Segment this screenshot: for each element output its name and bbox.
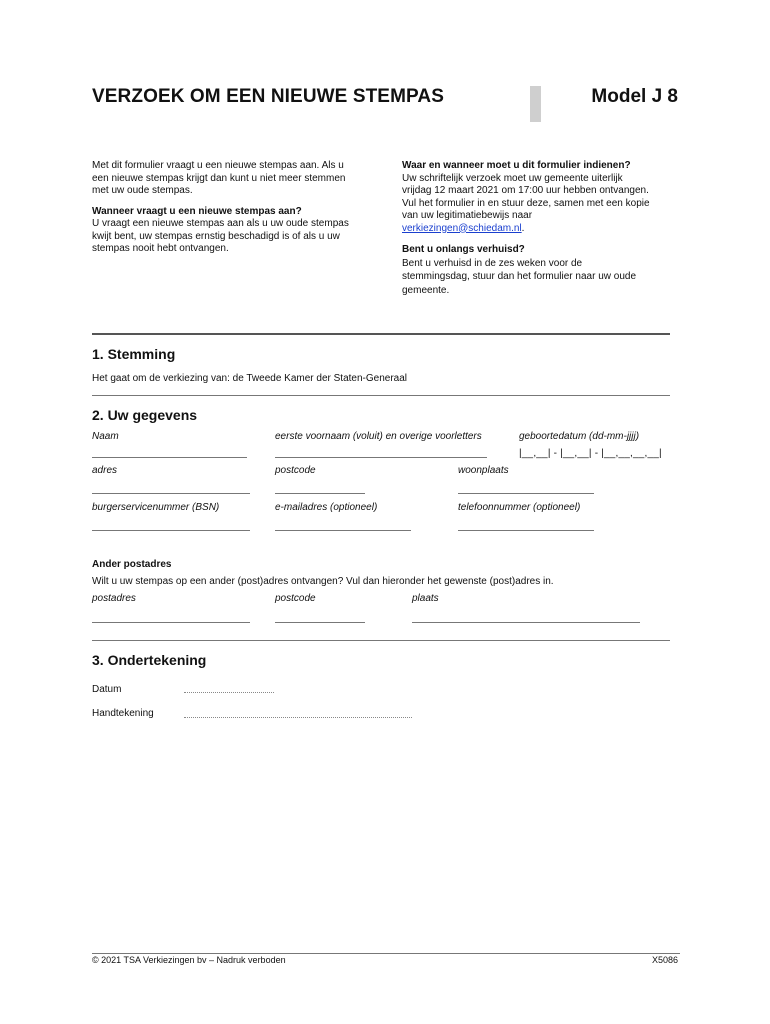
intro-heading: Wanneer vraagt u een nieuwe stempas aan? xyxy=(92,205,302,217)
adres-field[interactable] xyxy=(92,493,250,494)
model-code: Model J 8 xyxy=(591,86,678,107)
intro-paragraph: U vraagt een nieuwe stempas aan als u uw oude stempas kwijt bent, uw stempas ernstig beschadigd is of als u uw stempas nooit hebt ontvangen. xyxy=(92,218,349,254)
postadres-field[interactable] xyxy=(92,622,250,623)
label-woonplaats: woonplaats xyxy=(458,465,509,476)
handtekening-field[interactable] xyxy=(184,717,412,718)
section-title-ondertekening: 3. Ondertekening xyxy=(92,652,207,668)
decorative-bar xyxy=(530,86,541,122)
label-geboortedatum: geboortedatum (dd-mm-jjjj) xyxy=(519,431,640,442)
divider xyxy=(92,395,670,396)
email-link[interactable]: verkiezingen@schiedam.nl xyxy=(402,222,522,234)
intro-paragraph: Uw schriftelijk verzoek moet uw gemeente uiterlijk vrijdag 12 maart 2021 om 17:00 uur hebben ontvangen. xyxy=(402,172,649,196)
divider xyxy=(92,333,670,335)
section-title-stemming: 1. Stemming xyxy=(92,346,176,362)
voornaam-field[interactable] xyxy=(275,457,487,458)
naam-field[interactable] xyxy=(92,457,247,458)
footer-code: X5086 xyxy=(651,955,678,965)
page-title: VERZOEK OM EEN NIEUWE STEMPAS xyxy=(92,86,444,107)
label-postadres: postadres xyxy=(92,593,136,604)
plaats-field[interactable] xyxy=(412,622,640,623)
datum-field[interactable] xyxy=(184,692,274,693)
intro-right xyxy=(402,160,652,297)
divider xyxy=(92,640,670,641)
intro-heading: Waar en wanneer moet u dit formulier indienen? xyxy=(402,160,631,171)
footer-divider xyxy=(92,953,680,954)
label-postcode: postcode xyxy=(275,465,316,476)
postcode-2-field[interactable] xyxy=(275,622,365,623)
woonplaats-field[interactable] xyxy=(458,493,594,494)
telefoon-field[interactable] xyxy=(458,530,594,531)
label-bsn: burgerservicenummer (BSN) xyxy=(92,502,220,513)
ander-postadres-text: Wilt u uw stempas op een ander (post)adres ontvangen? Vul dan hieronder het gewenste (post)adres in. xyxy=(92,576,554,587)
election-text: Het gaat om de verkiezing van: de Tweede Kamer der Staten-Generaal xyxy=(92,373,407,384)
geboortedatum-field[interactable]: |__,__| - |__,__| - |__,__,__,__| xyxy=(519,448,662,459)
section-title-gegevens: 2. Uw gegevens xyxy=(92,407,198,423)
label-adres: adres xyxy=(92,465,118,476)
label-handtekening: Handtekening xyxy=(92,708,154,719)
label-voornaam: eerste voornaam (voluit) en overige voorletters xyxy=(275,431,482,442)
intro-heading: Bent u onlangs verhuisd? xyxy=(402,244,525,255)
intro-paragraph: Vul het formulier in en stuur deze, samen met een kopie van uw legitimatiebewijs naar xyxy=(402,197,650,221)
email-field[interactable] xyxy=(275,530,411,531)
bsn-field[interactable] xyxy=(92,530,250,531)
ander-postadres-heading: Ander postadres xyxy=(92,559,172,570)
intro-paragraph: Bent u verhuisd in de zes weken voor de stemmingsdag, stuur dan het formulier naar uw oude gemeente. xyxy=(402,257,637,296)
intro-left xyxy=(92,160,352,256)
postcode-field[interactable] xyxy=(275,493,365,494)
punctuation: . xyxy=(521,222,525,234)
label-telefoon: telefoonnummer (optioneel) xyxy=(458,502,581,513)
label-email: e-mailadres (optioneel) xyxy=(275,502,378,513)
label-postcode-2: postcode xyxy=(275,593,316,604)
intro-paragraph: Met dit formulier vraagt u een nieuwe stempas aan. Als u een nieuwe stempas krijgt dan kunt u niet meer stemmen met uw oude stempas. xyxy=(92,160,346,196)
footer-copyright: © 2021 TSA Verkiezingen bv – Nadruk verboden xyxy=(92,955,286,965)
label-datum: Datum xyxy=(92,684,122,695)
label-naam: Naam xyxy=(92,431,119,442)
label-plaats: plaats xyxy=(412,593,439,604)
